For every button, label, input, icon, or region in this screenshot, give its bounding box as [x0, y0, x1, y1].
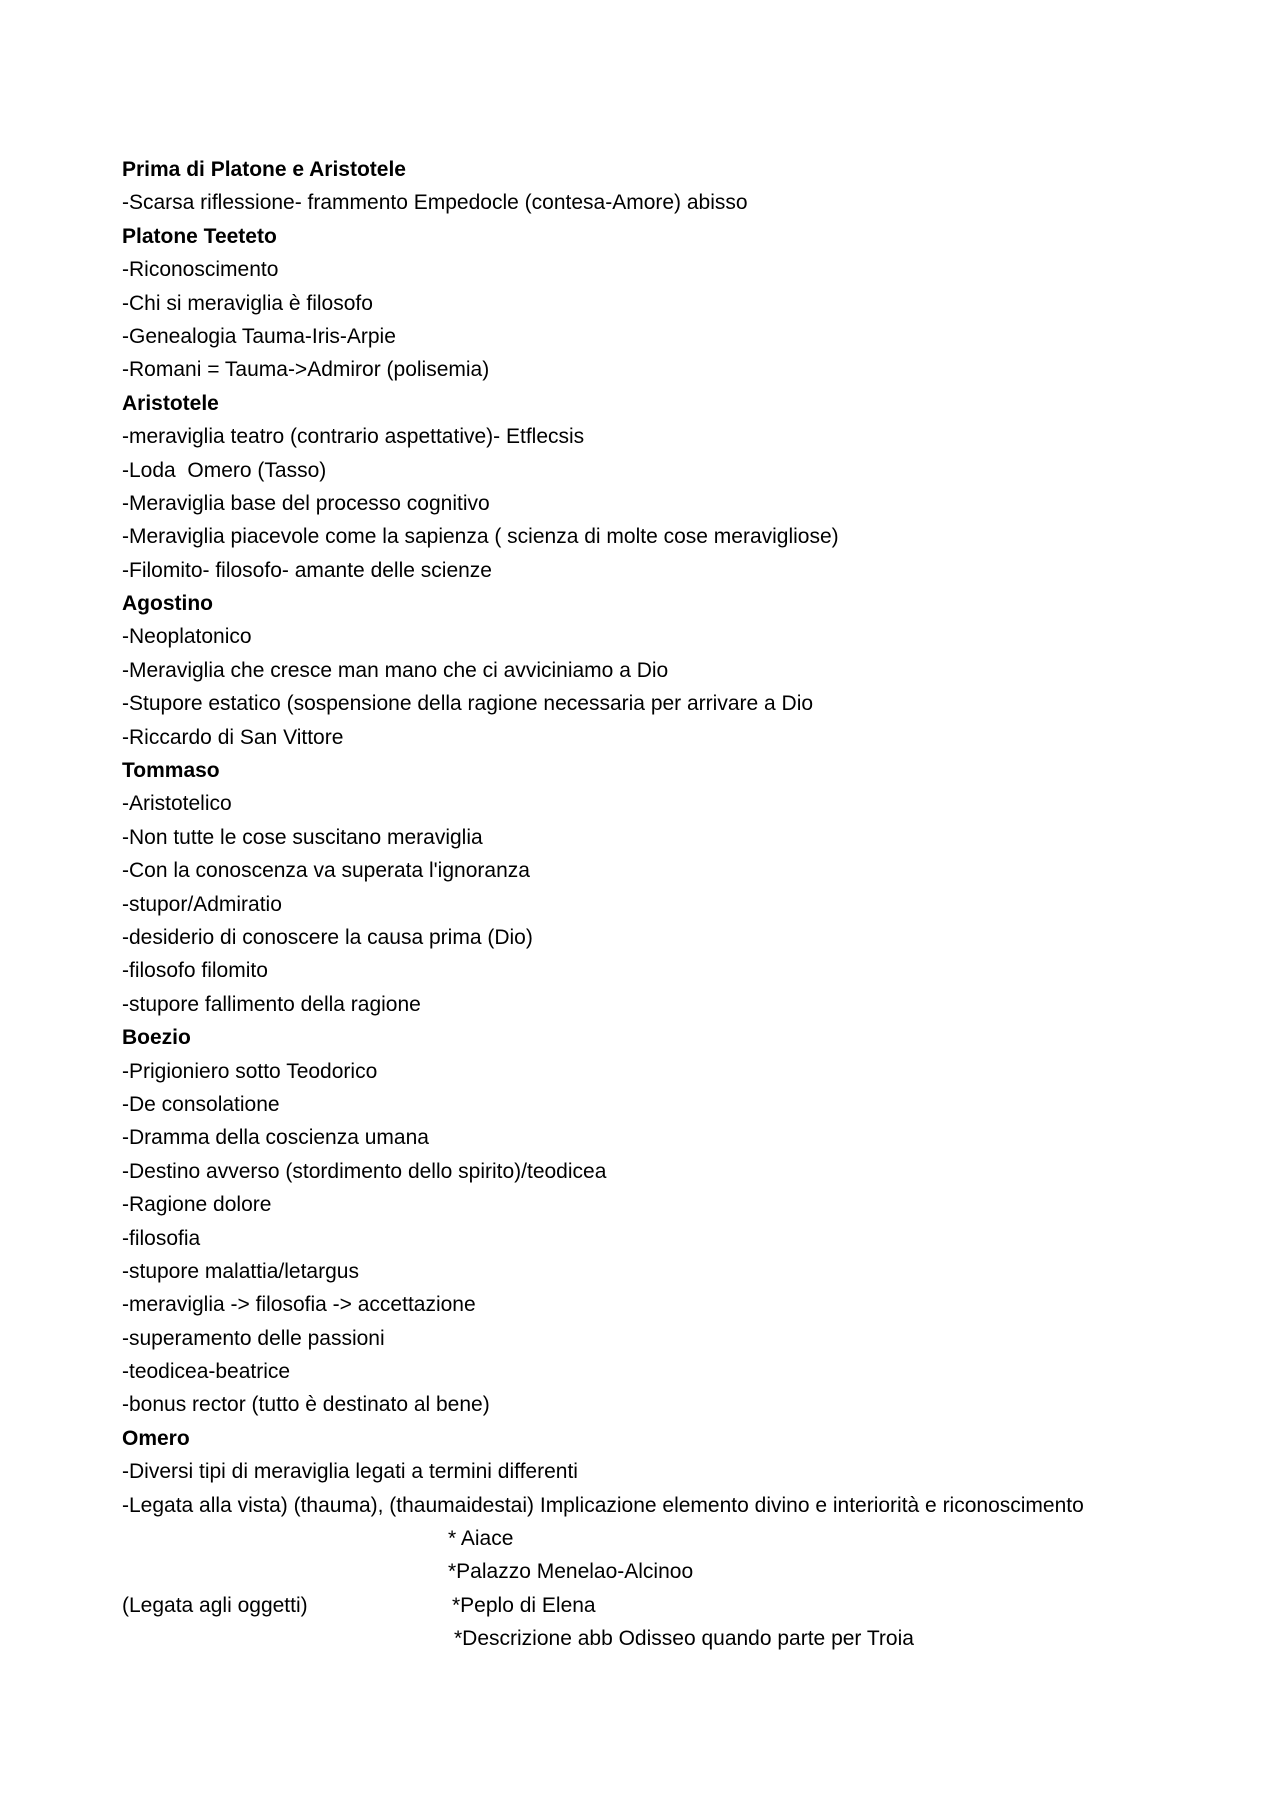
list-item: -teodicea-beatrice — [122, 1360, 291, 1384]
section-heading: Tommaso — [122, 759, 220, 783]
list-item: -Ragione dolore — [122, 1193, 272, 1217]
sub-list-bullet-text: *Descrizione abb Odisseo quando parte per Troia — [454, 1627, 914, 1651]
list-item: -Destino avverso (stordimento dello spirito)/teodicea — [122, 1159, 607, 1183]
list-item: -Neoplatonico — [122, 625, 252, 649]
list-item: -superamento delle passioni — [122, 1326, 385, 1350]
list-item: -Diversi tipi di meraviglia legati a termini differenti — [122, 1460, 578, 1484]
list-item: -meraviglia -> filosofia -> accettazione — [122, 1293, 476, 1317]
section-heading: Omero — [122, 1426, 190, 1450]
list-item: -Prigioniero sotto Teodorico — [122, 1059, 378, 1083]
list-item: -Non tutte le cose suscitano meraviglia — [122, 825, 483, 849]
list-item: -Con la conoscenza va superata l'ignoranza — [122, 859, 530, 883]
sub-list-bullet-text: * Aiace — [448, 1527, 514, 1551]
list-item: -bonus rector (tutto è destinato al bene) — [122, 1393, 490, 1417]
list-item: -Chi si meraviglia è filosofo — [122, 291, 373, 315]
list-item: -Meraviglia piacevole come la sapienza ( scienza di molte cose meravigliose) — [122, 525, 839, 549]
list-item: -Filomito- filosofo- amante delle scienze — [122, 558, 492, 582]
list-item: -desiderio di conoscere la causa prima (Dio) — [122, 925, 533, 949]
list-item: -Meraviglia base del processo cognitivo — [122, 491, 490, 515]
section-heading: Agostino — [122, 592, 213, 616]
list-item: -De consolatione — [122, 1092, 280, 1116]
sub-list-bullet-text: *Palazzo Menelao-Alcinoo — [448, 1560, 694, 1584]
section-heading: Boezio — [122, 1026, 191, 1050]
list-item: -Romani = Tauma->Admiror (polisemia) — [122, 358, 490, 382]
sub-list-left-label: (Legata agli oggetti) — [122, 1593, 308, 1617]
section-heading: Platone Teeteto — [122, 224, 277, 248]
section-heading: Prima di Platone e Aristotele — [122, 158, 406, 181]
list-item: -filosofo filomito — [122, 959, 268, 983]
list-item: -Aristotelico — [122, 792, 232, 816]
list-item: -Legata alla vista) (thauma), (thaumaidestai) Implicazione elemento divino e interiorità e riconoscimento — [122, 1493, 1084, 1517]
list-item: -Loda Omero (Tasso) — [122, 458, 327, 482]
list-item: -Dramma della coscienza umana — [122, 1126, 429, 1150]
document-page — [122, 153, 1162, 1656]
sub-list-item — [122, 1589, 1162, 1622]
sub-list-item — [122, 1522, 1162, 1555]
section-heading: Aristotele — [122, 391, 219, 415]
list-item: -stupor/Admiratio — [122, 892, 282, 916]
list-item: -filosofia — [122, 1226, 201, 1250]
list-item: -Riccardo di San Vittore — [122, 725, 344, 749]
list-item: -Stupore estatico (sospensione della ragione necessaria per arrivare a Dio — [122, 692, 814, 716]
list-item: -meraviglia teatro (contrario aspettative)- Etflecsis — [122, 425, 585, 449]
sub-list-bullet-text: *Peplo di Elena — [452, 1593, 596, 1617]
sub-list-item — [122, 1622, 1162, 1655]
list-item: -Riconoscimento — [122, 258, 279, 282]
list-item: -Meraviglia che cresce man mano che ci avviciniamo a Dio — [122, 658, 669, 682]
list-item: -Genealogia Tauma-Iris-Arpie — [122, 324, 396, 348]
list-item: -stupore fallimento della ragione — [122, 992, 421, 1016]
list-item: -Scarsa riflessione- frammento Empedocle (contesa-Amore) abisso — [122, 191, 748, 215]
sub-list-item — [122, 1555, 1162, 1588]
list-item: -stupore malattia/letargus — [122, 1259, 359, 1283]
